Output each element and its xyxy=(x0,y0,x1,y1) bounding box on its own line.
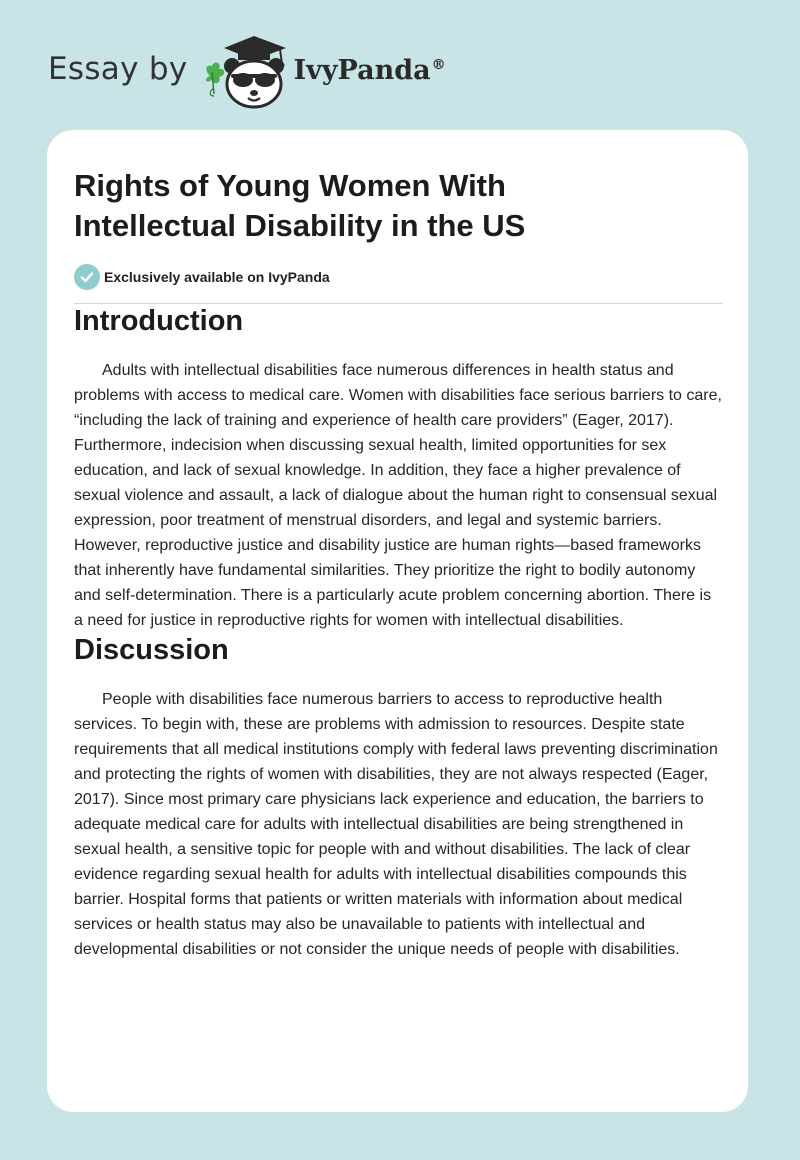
section-heading-discussion: Discussion xyxy=(74,634,229,666)
essay-content xyxy=(74,166,723,962)
essay-title: Rights of Young Women With Intellectual Disability in the US xyxy=(74,168,526,243)
check-mark-glyph xyxy=(80,270,94,284)
ivy-leaf-icon xyxy=(205,62,223,96)
brand-prefix: Essay by xyxy=(48,51,188,87)
essay-card xyxy=(47,130,748,1112)
introduction-paragraph: Adults with intellectual disabilities face numerous differences in health status and problems with access to medical care. Women with disabilities face serious barriers to care, “including the lack of training and experience of health care providers” (Eager, 2017). Furthermore, indecision when discussing sexual health, limited opportunities for sex education, and lack of sexual knowledge. In addition, they face a higher prevalence of sexual violence and assault, a lack of dialogue about the human right to consensual sexual expression, poor treatment of menstrual disorders, and legal and systemic barriers. However, reproductive justice and disability justice are human rights—based frameworks that inherently have fundamental similarities. They prioritize the right to bodily autonomy and self-determination. There is a particularly acute problem concerning abortion. There is a need for justice in reproductive rights for women with intellectual disabilities. xyxy=(74,362,722,629)
registered-mark: ® xyxy=(431,56,446,73)
section-discussion xyxy=(74,633,723,962)
brand-name-text: IvyPanda xyxy=(293,54,431,86)
discussion-paragraph: People with disabilities face numerous barriers to access to reproductive health services. To begin with, these are problems with admission to resources. Despite state requirements that all medical institutions comply with federal laws preventing discrimination and protecting the rights of women with disabilities, they are not always respected (Eager, 2017). Since most primary care physicians lack experience and education, the barriers to adequate medical care for adults with intellectual disabilities are being strengthened in sexual health, a sensitive topic for people with and without disabilities. The lack of clear evidence regarding sexual health for adults with intellectual disabilities compounds this barrier. Hospital forms that patients or written materials with information about medical services or health status may also be unavailable to patients with intellectual and developmental disabilities or not consider the unique needs of people with disabilities. xyxy=(74,691,718,958)
exclusive-badge xyxy=(74,263,723,291)
brand-name xyxy=(294,55,446,86)
check-icon xyxy=(74,264,100,290)
panda-logo-icon xyxy=(200,34,292,110)
site-brand[interactable] xyxy=(48,34,548,110)
section-introduction xyxy=(74,304,723,633)
exclusive-badge-text: Exclusively available on IvyPanda xyxy=(104,269,330,285)
section-heading-introduction: Introduction xyxy=(74,305,244,337)
